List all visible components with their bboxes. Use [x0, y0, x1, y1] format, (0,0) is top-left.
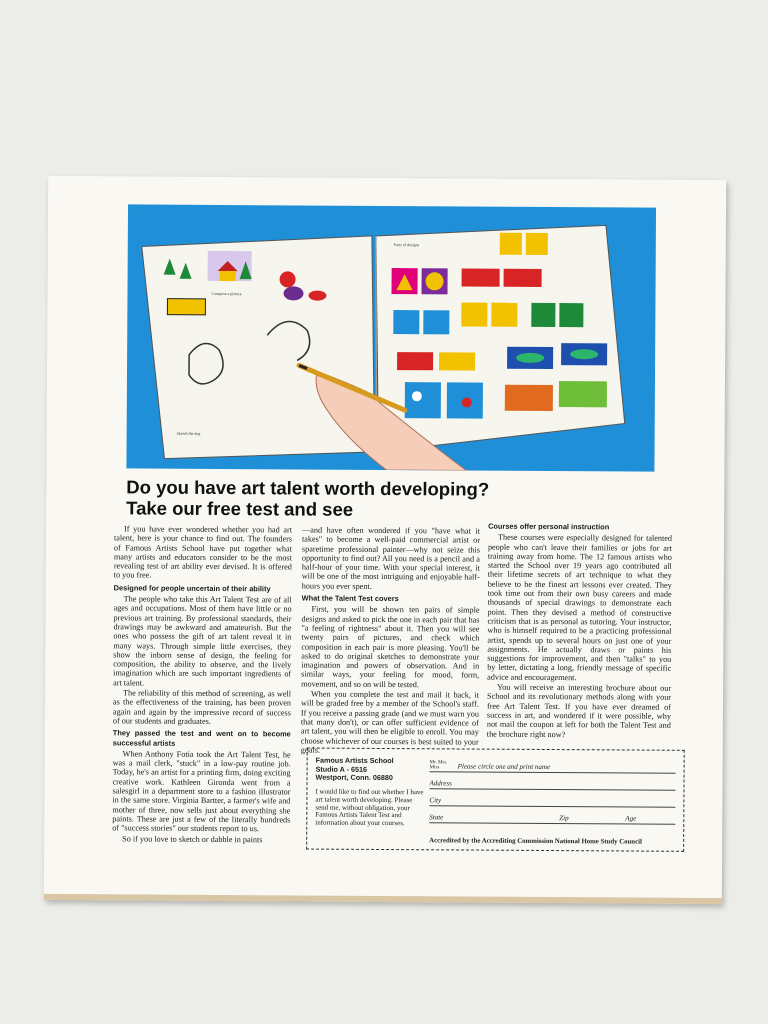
headline-line-2: Take our free test and see: [126, 497, 354, 520]
school-name: Famous Artists School: [315, 755, 394, 766]
zip-label: Zip: [559, 814, 569, 823]
city-label: City: [429, 796, 442, 805]
mail-in-coupon[interactable]: [306, 748, 685, 852]
paragraph: —and have often wondered if you "have what it takes" to become a well-paid commercial artist or sparetime professional painter—why not seize this opportunity to find out? All you need is a pencil and a half-hour of your time. With your special interest, it will be one of the most intriguing and enjoyable half-hours you ever spent.: [301, 525, 481, 591]
text-column-1: [112, 524, 292, 845]
left-page-caption: Compose a picture: [211, 290, 242, 297]
text-column-3: [487, 519, 672, 741]
salutation-label: Mr. Mrs. Miss: [429, 760, 448, 770]
paragraph: You will receive an interesting brochure about our School and its revolutionary methods along with your free Art Talent Test. If you have ever dreamed of success in art, and wondered if it were possible, why not mail the coupon at left for both the Talent Test and the brochure right now?: [486, 682, 672, 739]
subheading: Courses offer personal instruction: [488, 521, 610, 532]
open-book-drawing: [126, 204, 656, 471]
text-column-2: [301, 525, 480, 756]
school-city: Westport, Conn. 06880: [315, 772, 393, 783]
name-field[interactable]: [430, 757, 676, 774]
bottom-page-caption: Sketch the dog: [176, 430, 201, 436]
paragraph: First, you will be shown ten pairs of simple designs and asked to pick the one in each pair that has "a feeling of rightness" about it. Then you will see twenty pairs of pictures, and check which composition in each pair is more pleasing. You'll be asked to do original sketches to demonstrate your imagination and powers of observation. And in similar ways, your feeling for mood, form, movement, and so on will be tested.: [301, 604, 480, 689]
art-test-illustration: [126, 204, 656, 471]
subheading: Designed for people uncertain of their ability: [113, 583, 271, 594]
subheading: They passed the test and went on to become successful artists: [112, 728, 291, 748]
coupon-fields: [429, 757, 675, 827]
paragraph: The reliability of this method of screening, as well as the effectiveness of the training, has been proven again and again by the impressive record of success of our students and graduates.: [112, 688, 292, 726]
right-page-title: Pairs of designs: [393, 242, 420, 248]
headline-line-1: Do you have art talent worth developing?: [126, 476, 490, 500]
paragraph: When you complete the test and mail it back, it will be graded free by a member of the School's staff. If you receive a passing grade (and we must warn you that many don't), or can offer sufficient evidence of art talent, you will then be eligible to enroll. You may choose whichever of our courses is best suited to your goals.: [300, 689, 480, 755]
studio-line: Studio A - 6516: [315, 764, 368, 774]
coupon-address: [316, 757, 426, 783]
paragraph: If you have ever wondered whether you had art talent, here is your chance to find out. The founders of Famous Artists School have put together what many artists and educators consider to be the most revealing test of art ability ever devised. It is offered to you free.: [113, 524, 293, 581]
paragraph: These courses were especially designed for talented people who can't leave their families or jobs for art training away from home. The 12 famous artists who started the School over 19 years ago contributed all their lifetime secrets of art technique to what they believe to be the finest art lessons ever created. They took time out from their own busy careers and made thousands of special drawings to demonstrate each point. Then they devised a method of constructive criticism that is as personal as tutoring. Your instructor, who is himself required to be a practicing professional artist, spends up to several hours on just one of your assignments. He actually draws or paints his suggestions for improvement, and then "talks" to you by letter, dictating a long, friendly message of specific advice and encouragement.: [487, 532, 673, 682]
age-label: Age: [625, 814, 637, 823]
address-field[interactable]: [429, 774, 675, 791]
name-hint: Please circle one and print name: [457, 762, 551, 772]
address-label: Address: [429, 779, 452, 788]
accreditation-line: Accredited by the Accrediting Commission National Home Study Council: [429, 837, 642, 846]
paragraph: The people who take this Art Talent Test are of all ages and occupations. Most of them have little or no previous art training. By professional standards, their drawings may be awkward and amateurish. But the ones who possess the gift of art talent reveal it in many ways. Through simple little exercises, they show the inborn sense of design, the feeling for composition, the ability to observe, and the lively imagination which are such important ingredients of art talent.: [113, 594, 292, 688]
magazine-back-cover: [44, 176, 726, 904]
coupon-request-text: I would like to find out whether I have art talent worth developing. Please send me, without obligation, your Famous Artists Talent Test and information about your courses.: [315, 787, 424, 828]
paragraph: When Anthony Fotia took the Art Talent Test, he was a mail clerk, "stuck" in a low-pay routine job. Today, he's an artist for a printing firm, doing exciting creative work. Kathleen Gironda went from a salesgirl in a department store to a fashion illustrator in the same store. Virginia Bartter, a farmer's wife and mother of three, now sells just about everything she paints. These are just a few of the literally hundreds of "success stories" our students report to us.: [112, 749, 291, 834]
subheading: What the Talent Test covers: [301, 593, 399, 604]
city-field[interactable]: [429, 791, 675, 808]
state-zip-age-field[interactable]: [429, 808, 675, 825]
state-label: State: [429, 813, 444, 822]
headline: [126, 476, 666, 521]
paragraph: So if you love to sketch or dabble in paints: [122, 833, 263, 844]
